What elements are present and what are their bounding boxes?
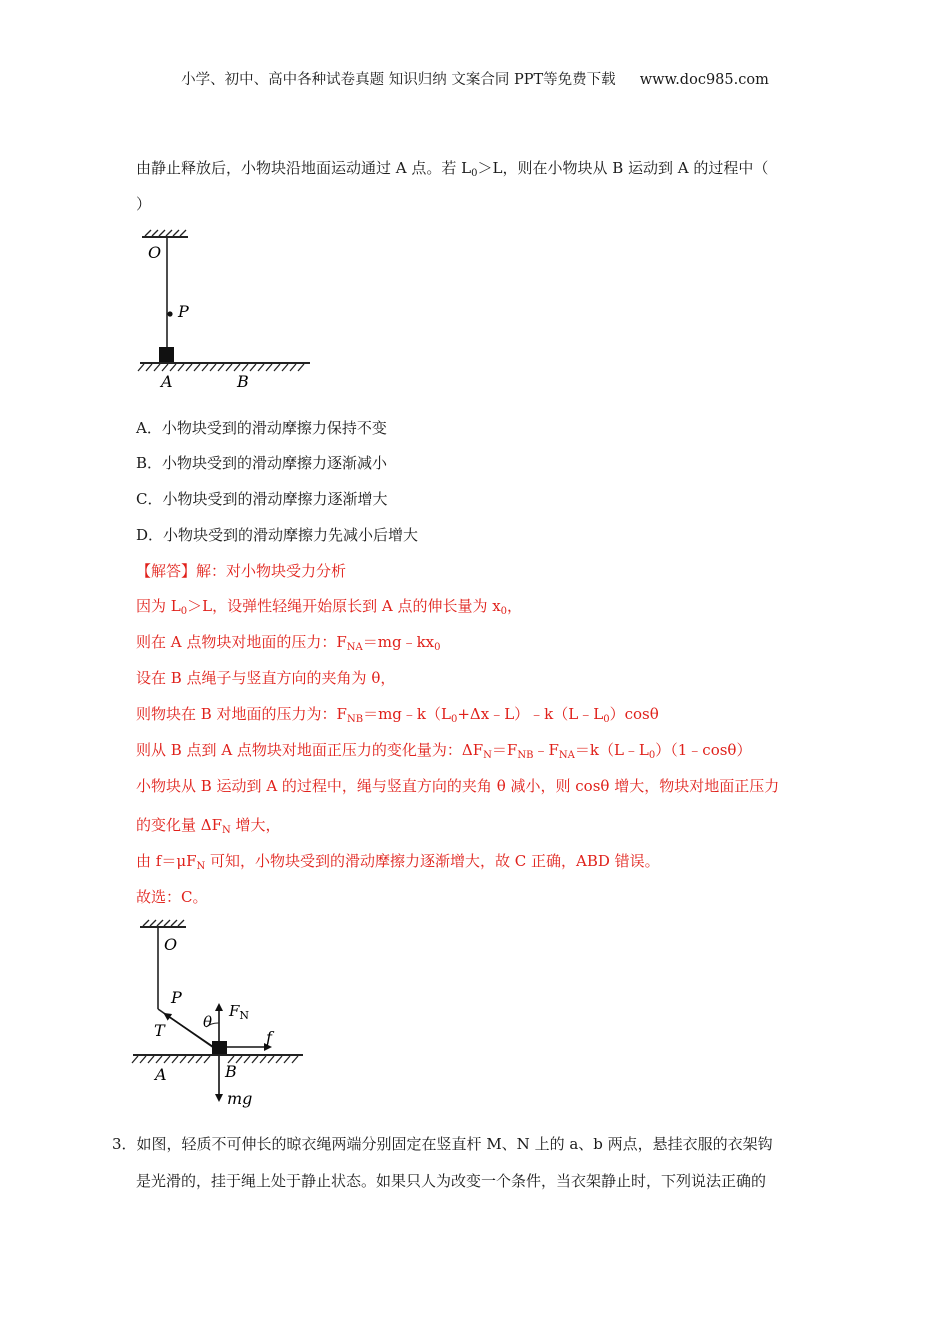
- solution-tag: 【解答】: [136, 562, 197, 580]
- solution-subscript: 0: [180, 606, 188, 617]
- solution-subscript: NB: [517, 750, 534, 761]
- solution-line-2: [136, 596, 522, 616]
- solution-answer: 故选：C。: [136, 888, 208, 906]
- solution-subscript: NA: [558, 750, 575, 761]
- label-a: A: [155, 1065, 167, 1084]
- question-3-line-1: 3．如图，轻质不可伸长的晾衣绳两端分别固定在竖直杆 M、N 上的 a、b 两点，悬挂衣服的衣架钩: [112, 1135, 773, 1153]
- label-mg: mg: [227, 1089, 253, 1108]
- header-text: 小学、初中、高中各种试卷真题 知识归纳 文案合同 PPT等免费下载: [181, 72, 616, 88]
- solution-text: ）cosθ: [609, 705, 659, 723]
- solution-subscript: N: [483, 750, 492, 761]
- solution-subscript: 0: [434, 642, 441, 653]
- solution-text: ﹣F: [533, 741, 559, 759]
- option-a[interactable]: A．小物块受到的滑动摩擦力保持不变: [136, 419, 387, 437]
- label-b: B: [237, 372, 249, 391]
- label-fn-sub: N: [239, 1009, 250, 1022]
- ceiling-hatching: [143, 920, 184, 926]
- block: [159, 347, 174, 362]
- solution-text: ＝mg﹣kx: [362, 633, 435, 651]
- solution-text: 增大，: [230, 816, 281, 834]
- ceiling-hatching: [145, 230, 186, 236]
- label-theta: θ: [203, 1013, 213, 1031]
- stem-text: 由静止释放后，小物块沿地面运动通过 A 点。若 L: [136, 159, 472, 177]
- stem-text: ＞L，则在小物块从 B 运动到 A 的过程中（: [477, 159, 769, 177]
- point-p: [167, 311, 172, 316]
- label-a: A: [161, 372, 173, 391]
- question-stem-line-1: [136, 158, 768, 178]
- solution-text: 可知，小物块受到的滑动摩擦力逐渐增大，故 C 正确，ABD 错误。: [205, 852, 660, 870]
- label-p: P: [178, 302, 189, 321]
- label-p: P: [171, 988, 182, 1007]
- solution-text: +Δx﹣L）﹣k（L﹣L: [457, 705, 604, 723]
- label-t: T: [154, 1021, 165, 1040]
- solution-line-6: [136, 740, 751, 760]
- solution-line-8: [136, 815, 281, 835]
- solution-text: ）（1﹣cosθ）: [655, 741, 752, 759]
- solution-text: 则从 B 点到 A 点物块对地面正压力的变化量为：ΔF: [136, 741, 484, 759]
- solution-text: ＞L，设弹性轻绳开始原长到 A 点的伸长量为 x: [187, 597, 501, 615]
- solution-line-4: 设在 B 点绳子与竖直方向的夹角为 θ，: [136, 669, 396, 687]
- solution-subscript: NA: [346, 642, 363, 653]
- option-b[interactable]: B．小物块受到的滑动摩擦力逐渐减小: [136, 454, 388, 472]
- label-fn-main: F: [229, 1002, 240, 1020]
- header-url: www.doc985.com: [639, 72, 769, 88]
- label-b: B: [225, 1062, 237, 1081]
- page-header: [0, 68, 950, 89]
- solution-text: 的变化量 ΔF: [136, 816, 223, 834]
- solution-subscript: 0: [603, 714, 610, 725]
- figure-2-diagram: [128, 915, 318, 1115]
- option-d[interactable]: D．小物块受到的滑动摩擦力先减小后增大: [136, 526, 419, 544]
- ground-hatching: [132, 1056, 298, 1063]
- label-f: f: [266, 1028, 272, 1047]
- question-stem-line-2: ）: [136, 195, 152, 213]
- option-c[interactable]: C．小物块受到的滑动摩擦力逐渐增大: [136, 490, 388, 508]
- question-3-line-2: 是光滑的，挂于绳上处于静止状态。如果只人为改变一个条件，当衣架静止时，下列说法正确的: [136, 1172, 767, 1190]
- solution-text: 则物块在 B 对地面的压力为：F: [136, 705, 347, 723]
- solution-text: ，: [507, 597, 523, 615]
- solution-line-7: 小物块从 B 运动到 A 的过程中，绳与竖直方向的夹角 θ 减小，则 cosθ 增大，物块对地面正压力: [136, 777, 780, 795]
- solution-text: ＝F: [491, 741, 518, 759]
- solution-subscript: 0: [450, 714, 458, 725]
- solution-line-5: [136, 704, 659, 724]
- solution-text: 因为 L: [136, 597, 181, 615]
- solution-line-3: [136, 632, 441, 652]
- solution-text: ＝mg﹣k（L: [363, 705, 451, 723]
- solution-text: 则在 A 点物块对地面的压力：F: [136, 633, 347, 651]
- solution-subscript: N: [196, 861, 206, 872]
- solution-subscript: 0: [500, 606, 508, 617]
- label-fn: [228, 1002, 249, 1022]
- solution-intro: 解：对小物块受力分析: [196, 562, 347, 580]
- label-o: O: [148, 243, 162, 262]
- solution-subscript: N: [222, 825, 231, 836]
- solution-subscript: NB: [346, 714, 364, 725]
- solution-text: 由 f＝μF: [136, 852, 197, 870]
- ground-hatching: [138, 364, 304, 371]
- solution-subscript: 0: [648, 750, 656, 761]
- label-o: O: [164, 935, 178, 954]
- solution-line-9: [136, 851, 660, 871]
- stem-subscript: 0: [471, 168, 478, 179]
- solution-text: ＝k（L﹣L: [574, 741, 649, 759]
- solution-heading: [136, 561, 346, 581]
- block: [212, 1041, 227, 1055]
- figure-1-diagram: [130, 224, 320, 396]
